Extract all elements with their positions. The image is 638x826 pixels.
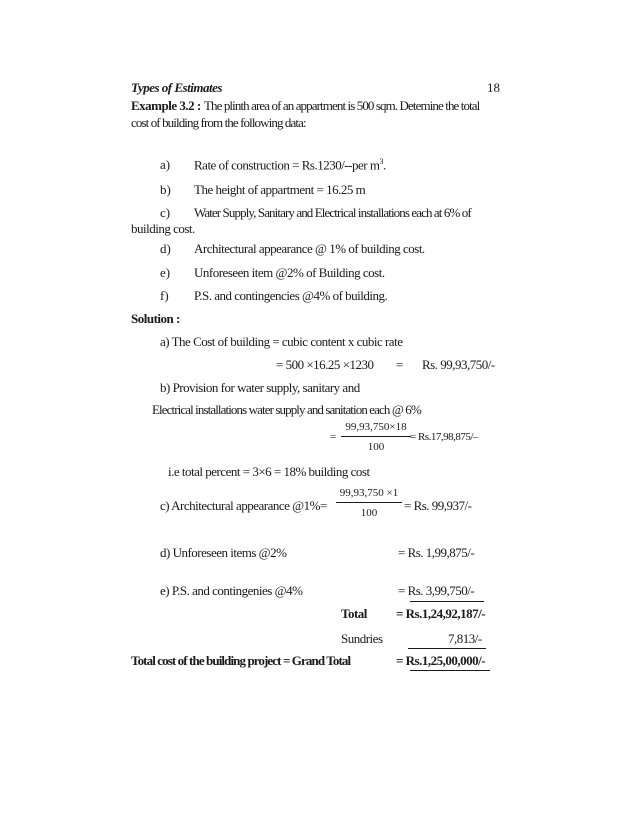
page-number: 18 bbox=[487, 80, 500, 95]
item-c-text: Water Supply, Sanitary and Electrical installations each at 6% of bbox=[194, 205, 471, 220]
item-b-text: The height of appartment = 16.25 m bbox=[194, 182, 366, 197]
item-c-continuation: building cost. bbox=[131, 221, 195, 236]
solution-a-eq: = bbox=[396, 357, 404, 372]
solution-heading: Solution : bbox=[131, 311, 180, 326]
solution-e-result: = Rs. 3,99,750/- bbox=[398, 583, 475, 598]
grand-total-value: = Rs.1,25,00,000/- bbox=[396, 653, 486, 668]
sundries-value: 7,813/- bbox=[448, 631, 482, 646]
solution-b-result: = Rs.17,98,875/– bbox=[410, 431, 478, 443]
item-a-sup: 3 bbox=[379, 157, 383, 166]
grand-total-label: Total cost of the building project = Grand Total bbox=[131, 653, 351, 668]
solution-e-label: e) P.S. and contingenies @4% bbox=[160, 583, 303, 598]
sundries-rule bbox=[408, 648, 486, 649]
item-a-main: Rate of construction = Rs.1230/--per m bbox=[194, 157, 380, 173]
example-line-2: cost of building from the following data: bbox=[131, 115, 306, 130]
solution-b-line-1: b) Provision for water supply, sanitary and bbox=[160, 380, 360, 395]
solution-c-label: c) Architectural appearance @1%= bbox=[160, 498, 327, 513]
solution-b-denominator: 100 bbox=[367, 441, 385, 453]
running-header-title: Types of Estimates bbox=[131, 80, 222, 95]
item-f-text: P.S. and contingencies @4% of building. bbox=[194, 288, 388, 303]
solution-b-fraction bbox=[341, 420, 411, 454]
solution-c-result: = Rs. 99,937/- bbox=[404, 498, 472, 513]
fraction-bar bbox=[341, 436, 411, 437]
solution-c-denominator: 100 bbox=[360, 507, 378, 519]
total-label: Total bbox=[341, 606, 367, 621]
item-e-text: Unforeseen item @2% of Building cost. bbox=[194, 265, 385, 280]
item-f-label: f) bbox=[160, 288, 169, 303]
solution-ie-line: i.e total percent = 3×6 = 18% building cost bbox=[168, 464, 370, 479]
solution-c-numerator: 99,93,750 ×1 bbox=[339, 487, 399, 499]
total-value: = Rs.1,24,92,187/- bbox=[396, 606, 486, 621]
solution-b-eq: = bbox=[330, 431, 337, 443]
solution-a-line-1: a) The Cost of building = cubic content x cubic rate bbox=[160, 334, 403, 349]
item-a-suffix: . bbox=[382, 157, 386, 173]
item-d-text: Architectural appearance @ 1% of building cost. bbox=[194, 241, 425, 256]
solution-c-fraction bbox=[336, 486, 402, 520]
item-a-text bbox=[194, 158, 386, 171]
example-label: Example 3.2 : bbox=[131, 98, 201, 113]
sundries-label: Sundries bbox=[341, 631, 383, 646]
solution-d-result: = Rs. 1,99,875/- bbox=[398, 545, 475, 560]
item-e-label: e) bbox=[160, 265, 171, 280]
solution-d-label: d) Unforeseen items @2% bbox=[160, 545, 287, 560]
solution-a-line-2: = 500 ×16.25 ×1230 bbox=[276, 357, 374, 372]
item-c-label: c) bbox=[160, 205, 171, 220]
item-b-label: b) bbox=[160, 182, 171, 197]
item-a-label: a) bbox=[160, 157, 171, 172]
example-line-1 bbox=[131, 99, 479, 112]
item-d-label: d) bbox=[160, 241, 171, 256]
subtotal-rule bbox=[410, 601, 484, 602]
grand-total-rule bbox=[410, 670, 490, 671]
example-text-1: The plinth area of an appartment is 500 sqm. Detemine the total bbox=[203, 98, 480, 113]
solution-b-numerator: 99,93,750×18 bbox=[345, 421, 407, 433]
solution-a-result: Rs. 99,93,750/- bbox=[422, 357, 495, 372]
fraction-bar bbox=[336, 502, 402, 503]
solution-b-line-2: Electrical installations water supply and sanitation each @ 6% bbox=[152, 402, 421, 417]
